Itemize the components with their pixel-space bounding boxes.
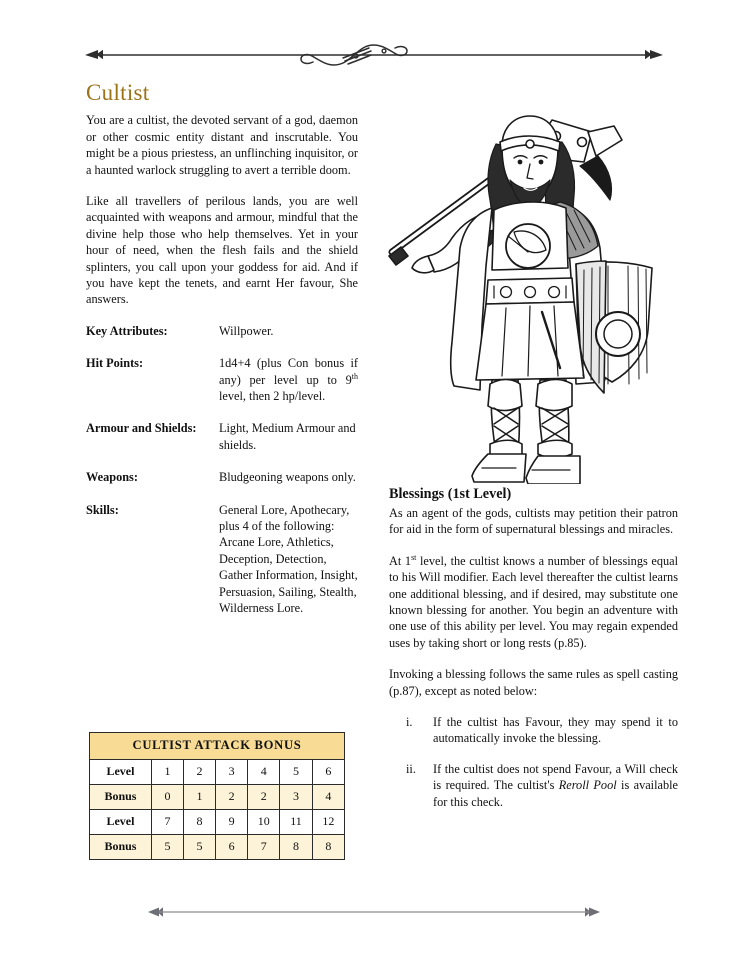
hp-ordinal-suffix: th: [351, 371, 358, 381]
blessing-rules-list: [389, 714, 678, 810]
stat-row-weapons: [86, 469, 358, 485]
right-text-column: [389, 485, 678, 824]
row-label: Level: [90, 810, 152, 835]
stat-row-skills: [86, 502, 358, 617]
table-cell: 9: [216, 810, 248, 835]
stat-value: General Lore, Apothecary, plus 4 of the following: Arcane Lore, Athletics, Deception, Detection, Gather Information, Insight, Persuasion, Sailing, Stealth, Wilderness Lore.: [219, 502, 358, 616]
stat-label: Hit Points:: [86, 356, 144, 371]
table-cell: 5: [280, 760, 312, 785]
cultist-warrior-illustration: [384, 84, 684, 484]
stat-row-key-attributes: [86, 323, 358, 339]
rule-text-post: is available for this check.: [433, 778, 678, 809]
table-cell: 11: [280, 810, 312, 835]
blessings-text-post: level, the cultist knows a number of blessings equal to his Will modifier. Each level thereafter the cultist learns one additional blessing, and if desired, may substitute one known blessing for another. You begin an adventure with one use of this ability per level. You may regain expended uses by taking short or long rests (p.85).: [389, 553, 678, 650]
table-cell: 6: [312, 760, 344, 785]
class-stat-list: [86, 323, 358, 617]
table-cell: 10: [248, 810, 280, 835]
hp-text-post: level, then 2 hp/level.: [219, 388, 326, 403]
stat-label: Armour and Shields:: [86, 421, 197, 436]
table-row: [90, 760, 345, 785]
table-cell: 2: [248, 785, 280, 810]
stat-label: Key Attributes:: [86, 323, 168, 338]
reroll-pool-term: Reroll Pool: [558, 778, 617, 793]
left-text-column: [86, 80, 358, 632]
table-cell: 7: [248, 835, 280, 860]
table-cell: 8: [183, 810, 215, 835]
list-item-marker: ii.: [406, 761, 416, 776]
page-title: Cultist: [86, 80, 150, 105]
blessings-paragraph-3: Invoking a blessing follows the same rules as spell casting (p.87), except as noted below:: [389, 667, 678, 698]
table-cell: 2: [216, 785, 248, 810]
table-cell: 5: [151, 835, 183, 860]
stat-value: Willpower.: [219, 323, 274, 338]
table-cell: 3: [216, 760, 248, 785]
row-label: Bonus: [90, 835, 152, 860]
cultist-attack-bonus-table: [89, 732, 345, 860]
blessings-heading: Blessings (1st Level): [389, 486, 512, 502]
stat-value: [219, 355, 358, 404]
table-row: [90, 785, 345, 810]
table-cell: 6: [216, 835, 248, 860]
hp-text-pre: 1d4+4 (plus Con bonus if any) per level up to 9: [219, 356, 358, 387]
blessings-ordinal-suffix: st: [411, 552, 417, 562]
table-cell: 1: [183, 785, 215, 810]
row-label: Level: [90, 760, 152, 785]
list-item: [389, 761, 678, 810]
table-cell: 8: [280, 835, 312, 860]
table-cell: 7: [151, 810, 183, 835]
row-label: Bonus: [90, 785, 152, 810]
intro-paragraph-1: You are a cultist, the devoted servant of a god, daemon or other cosmic entity distant and inscrutable. You might be a pious priestess, an unflinching inquisitor, or a haunted warlock struggling to avert a terrible doom.: [86, 113, 358, 177]
list-item: [389, 714, 678, 747]
blessings-paragraph-1: As an agent of the gods, cultists may petition their patron for aid in the form of supernatural blessings and miracles.: [389, 506, 678, 537]
table-cell: 0: [151, 785, 183, 810]
stat-value: Bludgeoning weapons only.: [219, 470, 356, 485]
stat-label: Skills:: [86, 502, 119, 517]
table-cell: 2: [183, 760, 215, 785]
list-item-marker: i.: [406, 715, 413, 730]
table-row: [90, 835, 345, 860]
table-cell: 4: [248, 760, 280, 785]
table-cell: 5: [183, 835, 215, 860]
bottom-divider-ornament: [148, 900, 600, 924]
table-caption: CULTIST ATTACK BONUS: [90, 733, 345, 760]
top-divider-ornament: [85, 40, 663, 70]
list-item-text: [433, 761, 678, 810]
table-cell: 1: [151, 760, 183, 785]
blessings-paragraph-2: [389, 553, 678, 651]
table-cell: 8: [312, 835, 344, 860]
list-item-text: If the cultist has Favour, they may spend it to automatically invoke the blessing.: [433, 715, 678, 746]
table-cell: 4: [312, 785, 344, 810]
rule-text-pre: If the cultist does not spend Favour, a Will check is required. The cultist's: [433, 761, 678, 793]
table-cell: 12: [312, 810, 344, 835]
stat-row-hit-points: [86, 355, 358, 404]
stat-label: Weapons:: [86, 470, 138, 485]
stat-value: Light, Medium Armour and shields.: [219, 421, 356, 452]
table-cell: 3: [280, 785, 312, 810]
intro-paragraph-2: Like all travellers of perilous lands, you are well acquainted with weapons and armour, mindful that the divine help those who help themselves. Yet in your hour of need, when the flesh fails and the shield splinters, you call upon your goddess for aid. And if you have kept the tenets, and earnt Her favour, She answers.: [86, 193, 358, 307]
blessings-text-pre: At 1: [389, 553, 412, 568]
stat-row-armour-and-shields: [86, 420, 358, 453]
table-row: [90, 810, 345, 835]
